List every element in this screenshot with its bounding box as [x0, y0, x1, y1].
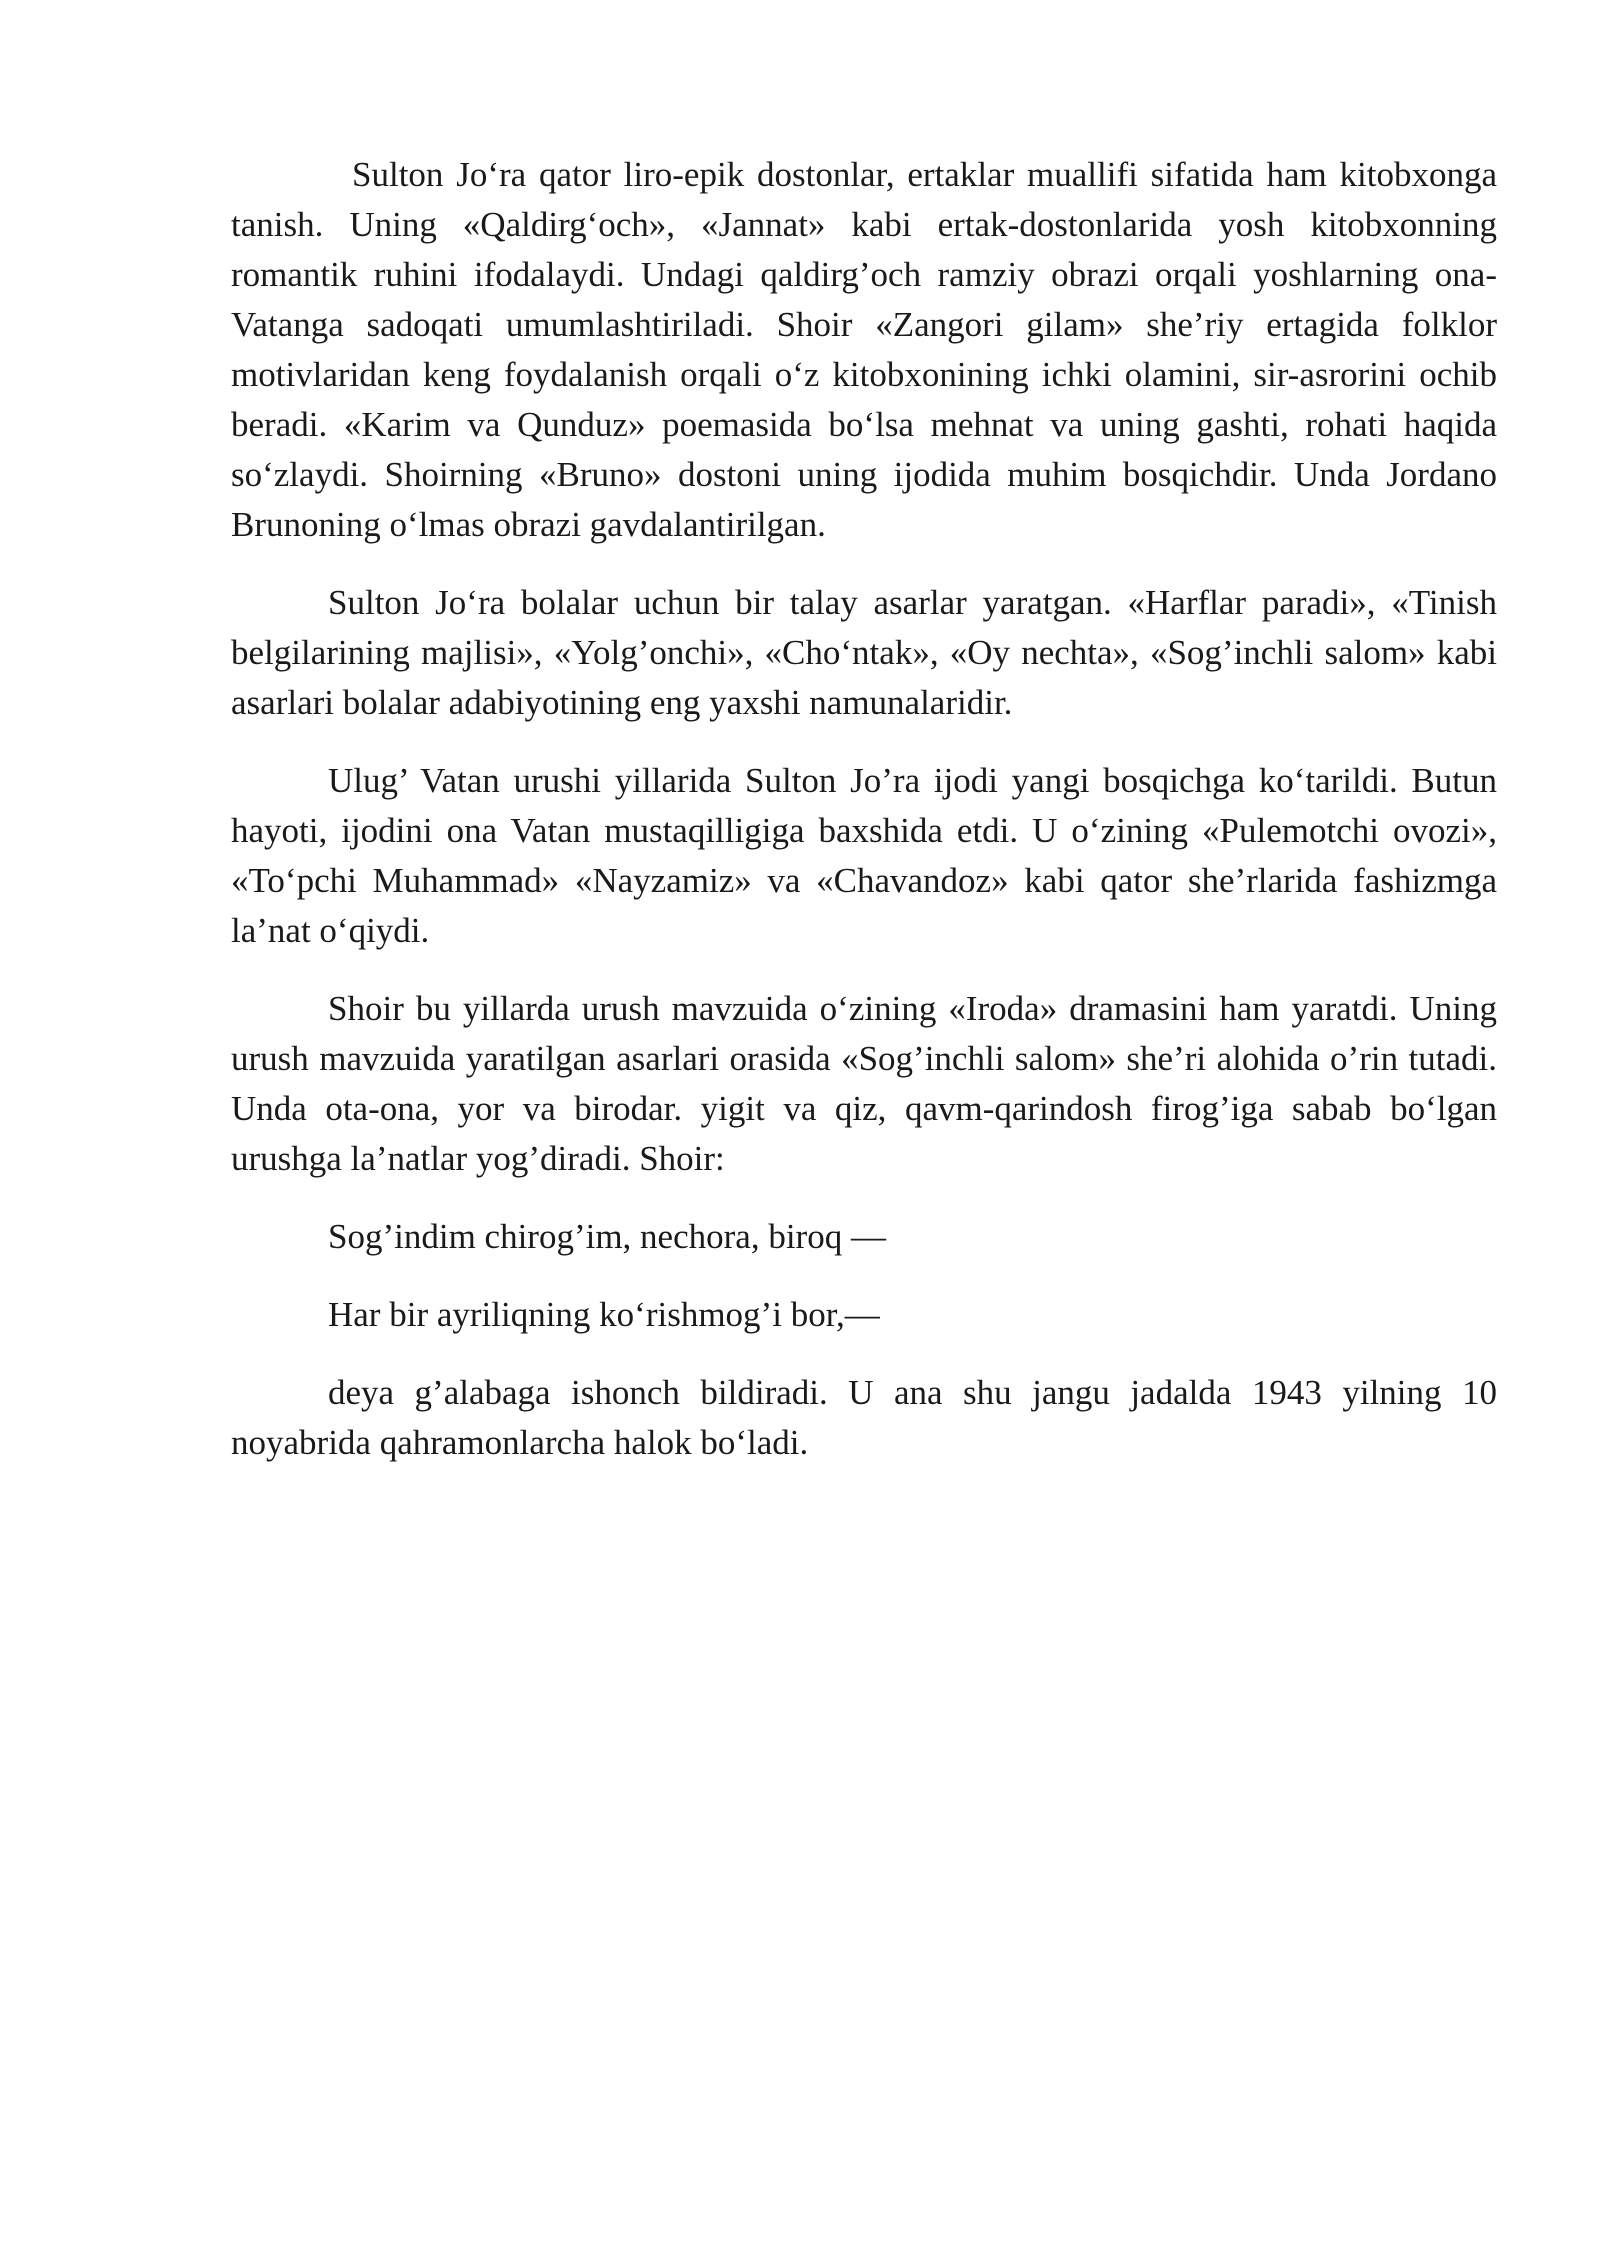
paragraph-war-years: Ulug’ Vatan urushi yillarida Sulton Jo’ra ijodi yangi bosqichga ko‘tarildi. Butun hayoti, ijodini ona Vatan mustaqilligiga baxshida etdi. U o‘zining «Pulemotchi ovozi», «To‘pchi Muhammad» «Nayzamiz» va «Chavandoz» kabi qator she’rlarida fashizmga la’nat o‘qiydi.	[231, 761, 1497, 950]
document-page	[231, 150, 1497, 1496]
verse-line-2: Har bir ayriliqning ko‘rishmog’i bor,—	[328, 1295, 880, 1334]
paragraph-children-works: Sulton Jo‘ra bolalar uchun bir talay asarlar yaratgan. «Harflar paradi», «Tinish belgilarining majlisi», «Yolg’onchi», «Cho‘ntak», «Oy nechta», «Sog’inchli salom» kabi asarlari bolalar adabiyotining eng yaxshi namunalaridir.	[231, 583, 1497, 722]
paragraph-intro: Sulton Jo‘ra qator liro-epik dostonlar, ertaklar muallifi sifatida ham kitobxonga tanish. Uning «Qaldirg‘och», «Jannat» kabi ertak-dostonlarida yosh kitobxonning romantik ruhini ifodalaydi. Undagi qaldirg’och ramziy obrazi orqali yoshlarning ona-Vatanga sadoqati umumlashtiriladi. Shoir «Zangori gilam» she’riy ertagida folklor motivlaridan keng foydalanish orqali o‘z kitobxonining ichki olamini, sir-asrorini ochib beradi. «Karim va Qunduz» poemasida bo‘lsa mehnat va uning gashti, rohati haqida so‘zlaydi. Shoirning «Bruno» dostoni uning ijodida muhim bosqichdir. Unda Jordano Brunoning o‘lmas obrazi gavdalantirilgan.	[231, 155, 1497, 544]
paragraph-closing: deya g’alabaga ishonch bildiradi. U ana shu jangu jadalda 1943 yilning 10 noyabrida qahramonlarcha halok bo‘ladi.	[231, 1373, 1497, 1462]
verse-line-1: Sog’indim chirog’im, nechora, biroq —	[328, 1217, 886, 1256]
paragraph-drama: Shoir bu yillarda urush mavzuida o‘zining «Iroda» dramasini ham yaratdi. Uning urush mavzuida yaratilgan asarlari orasida «Sog’inchli salom» she’ri alohida o’rin tutadi. Unda ota-ona, yor va birodar. yigit va qiz, qavm-qarindosh firog’iga sabab bo‘lgan urushga la’natlar yog’diradi. Shoir:	[231, 989, 1497, 1178]
